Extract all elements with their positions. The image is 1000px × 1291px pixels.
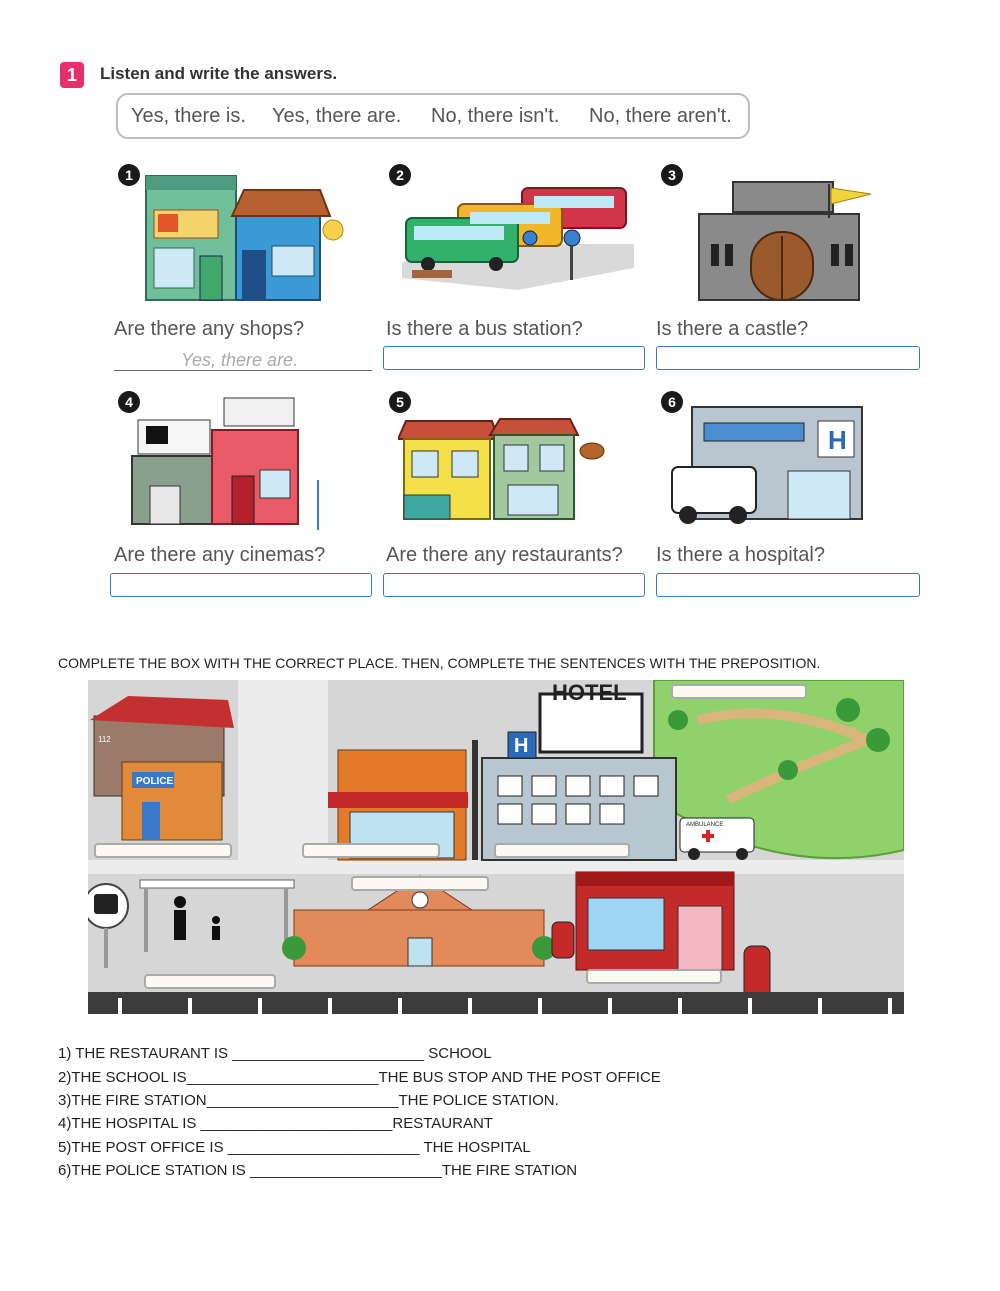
sentence-3[interactable]: 3)THE FIRE STATION_______________________THE POLICE STATION. [58,1092,559,1109]
question-text: Are there any cinemas? [114,544,326,566]
answer-field-5[interactable] [383,573,645,597]
answer-field-4[interactable] [110,573,372,597]
restaurants-illustration [398,415,608,523]
item-number: 2 [389,164,411,186]
svg-text:112: 112 [98,735,111,744]
shops-illustration [140,170,350,302]
sentence-5[interactable]: 5)THE POST OFFICE IS _______________________ THE HOSPITAL [58,1139,531,1156]
item-number: 1 [118,164,140,186]
svg-text:HOTEL: HOTEL [552,680,627,705]
place-box-school[interactable] [351,876,489,891]
svg-text:H: H [514,735,529,757]
svg-text:H: H [828,425,847,455]
hospital-illustration [668,405,868,525]
exercise-title: Listen and write the answers. [100,64,338,83]
question-text: Is there a castle? [656,318,809,340]
bus-station-illustration [398,182,634,290]
svg-text:AMBULANCE: AMBULANCE [686,822,724,828]
item-number: 4 [118,391,140,413]
place-box-post-office[interactable] [586,969,722,984]
exercise-number-badge: 1 [60,62,84,88]
exercise-instruction: COMPLETE THE BOX WITH THE CORRECT PLACE. THEN, COMPLETE THE SENTENCES WITH THE PREPOSITION. [58,655,821,671]
place-box-hotel[interactable] [494,843,630,858]
answer-field-3[interactable] [656,346,920,370]
sample-answer: Yes, there are. [181,350,299,370]
sentence-4[interactable]: 4)THE HOSPITAL IS _______________________RESTAURANT [58,1115,493,1132]
place-box-restaurant[interactable] [302,843,440,858]
cinemas-illustration [128,394,324,530]
place-box-bus-stop[interactable] [144,974,276,989]
answer-option: Yes, there are. [272,105,402,127]
place-box-park[interactable] [671,684,807,699]
answer-option: Yes, there is. [131,105,246,127]
item-number: 6 [661,391,683,413]
svg-text:POLICE: POLICE [136,776,174,787]
question-text: Are there any restaurants? [386,544,623,566]
question-text: Is there a bus station? [386,318,583,340]
answer-field-2[interactable] [383,346,645,370]
item-number: 3 [661,164,683,186]
place-box-police-station[interactable] [94,843,232,858]
answer-field-6[interactable] [656,573,920,597]
answer-option: No, there isn't. [431,105,560,127]
sentence-2[interactable]: 2)THE SCHOOL IS_______________________THE BUS STOP AND THE POST OFFICE [58,1069,661,1086]
question-text: Is there a hospital? [656,544,825,566]
sentence-1[interactable]: 1) THE RESTAURANT IS _______________________ SCHOOL [58,1045,492,1062]
question-text: Are there any shops? [114,318,305,340]
sentence-6[interactable]: 6)THE POLICE STATION IS _______________________THE FIRE STATION [58,1162,578,1179]
castle-illustration [695,178,885,302]
answer-option: No, there aren't. [589,105,732,127]
item-number: 5 [389,391,411,413]
restaurant [328,740,478,860]
